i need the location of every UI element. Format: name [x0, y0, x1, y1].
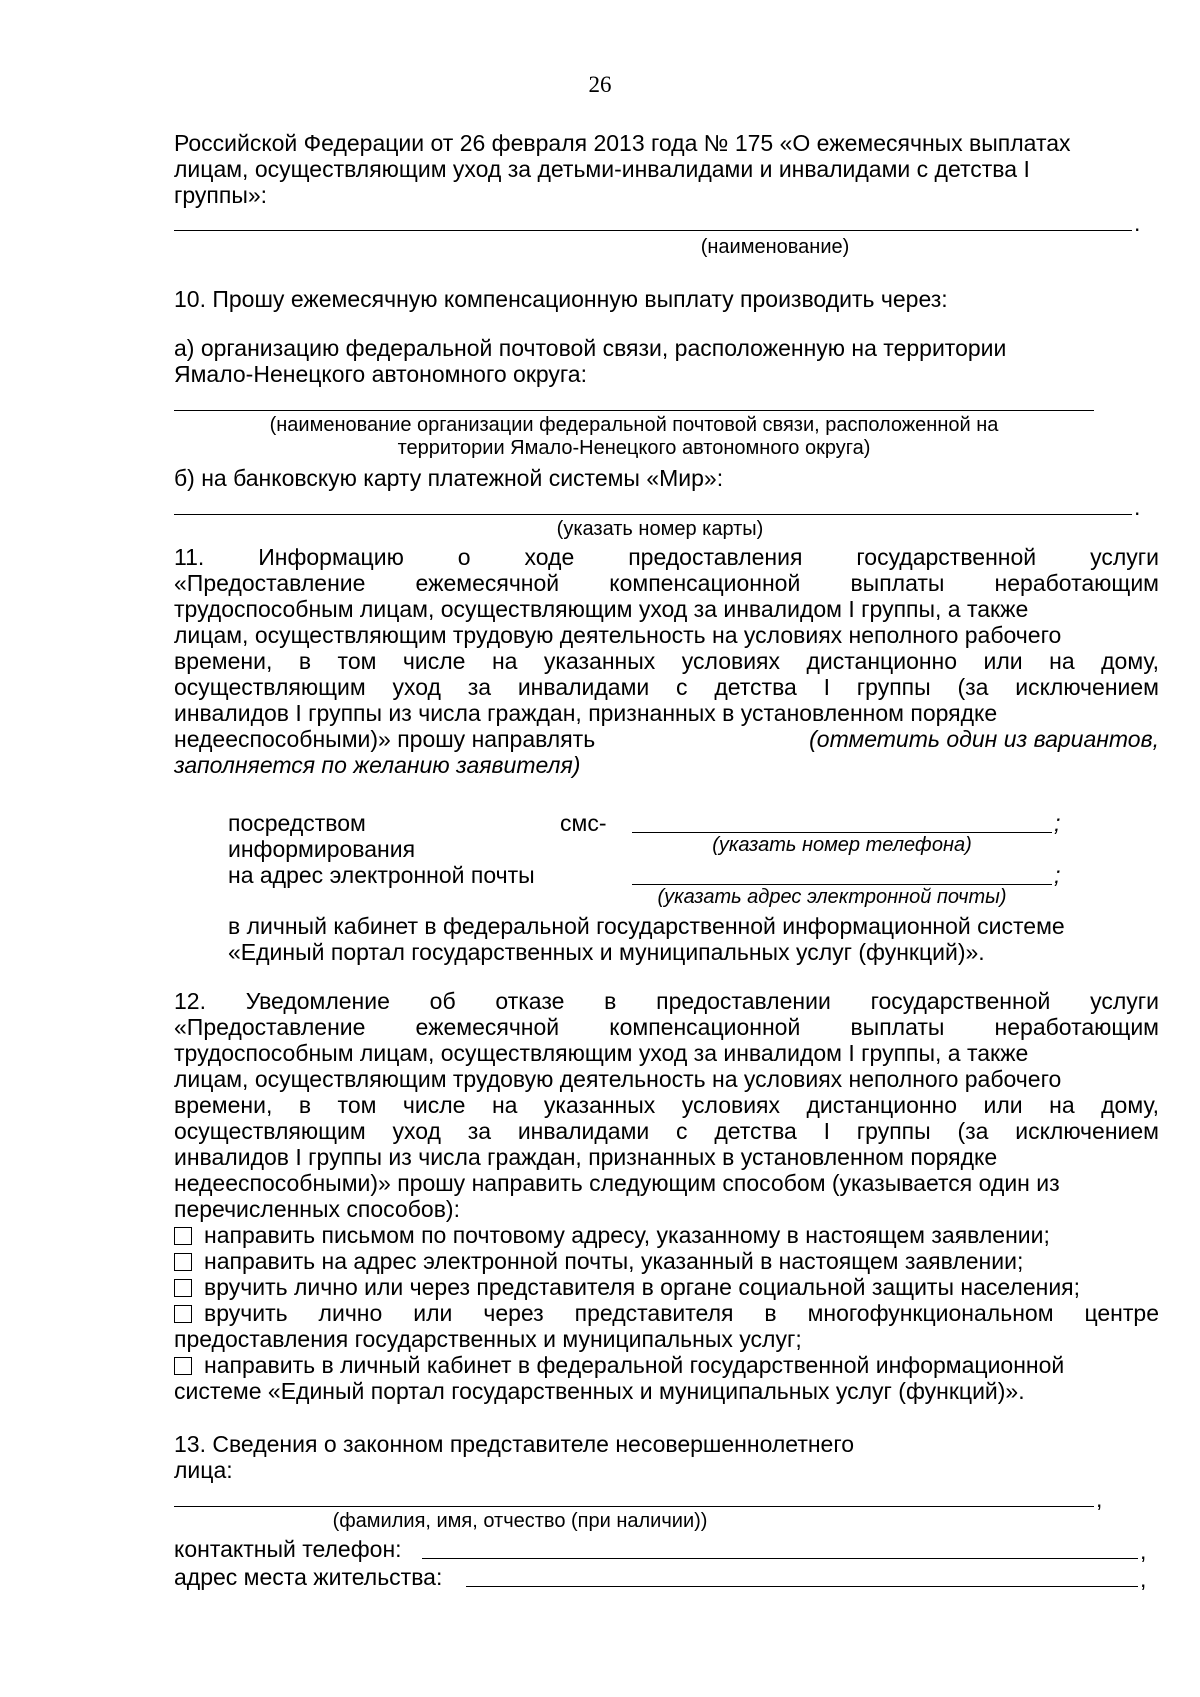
phone-end: ,	[1140, 1538, 1147, 1564]
item11-line: «Предоставление ежемесячной компенсационной выплаты неработающим	[174, 570, 1159, 596]
option-cabinet[interactable]	[174, 1352, 1159, 1378]
item11-last-italic: (отметить один из вариантов,	[809, 726, 1159, 752]
page-number: 26	[588, 72, 612, 97]
sms-label: посредством	[228, 810, 366, 836]
item11-text	[174, 544, 1159, 778]
address-end: ,	[1140, 1566, 1147, 1592]
intro-line: группы»:	[174, 182, 268, 208]
item11-line: лицам, осуществляющим трудовую деятельность на условиях неполного рабочего	[174, 622, 1062, 648]
item12-line: инвалидов I группы из числа граждан, признанных в установленном порядке	[174, 1144, 998, 1170]
item12-line: «Предоставление ежемесячной компенсационной выплаты неработающим	[174, 1014, 1159, 1040]
bank-card-field[interactable]	[174, 514, 1132, 515]
line-end-period: .	[1134, 494, 1141, 520]
item13-heading: 13. Сведения о законном представителе несовершеннолетнего	[174, 1431, 855, 1457]
item11-line: осуществляющим уход за инвалидами с детства I группы (за исключением	[174, 674, 1159, 700]
line-end-comma: ,	[1096, 1486, 1103, 1512]
item12-line: времени, в том числе на указанных условиях дистанционно или на дому,	[174, 1092, 1159, 1118]
representative-name-field[interactable]	[174, 1506, 1094, 1507]
phone-number-field[interactable]	[632, 832, 1052, 833]
option-social-protection-label: вручить лично или через представителя в органе социальной защиты населения;	[204, 1274, 1081, 1300]
option-postal[interactable]	[174, 1222, 1159, 1248]
intro-name-caption: (наименование)	[700, 236, 850, 258]
sms-end: ;	[1054, 810, 1061, 836]
item10-option-a: а) организацию федеральной почтовой связи, расположенную на территории	[174, 335, 1007, 361]
contact-phone-field[interactable]	[422, 1558, 1138, 1559]
sms-label-cont: информирования	[228, 836, 416, 862]
option-cabinet-label: направить в личный кабинет в федеральной государственной информационной	[204, 1352, 1065, 1378]
email-address-caption: (указать адрес электронной почты)	[657, 886, 1007, 908]
checkbox-email[interactable]	[174, 1253, 192, 1271]
postal-organization-field[interactable]	[174, 410, 1094, 411]
intro-text	[174, 130, 1159, 208]
option-mfc-cont: предоставления государственных и муниципальных услуг;	[174, 1326, 802, 1352]
item11-line: инвалидов I группы из числа граждан, признанных в установленном порядке	[174, 700, 998, 726]
checkbox-social-protection[interactable]	[174, 1279, 192, 1297]
item12-line: недееспособными)» прошу направить следующим способом (указывается один из	[174, 1170, 1060, 1196]
item12-line: осуществляющим уход за инвалидами с детства I группы (за исключением	[174, 1118, 1159, 1144]
item11-last-plain: недееспособными)» прошу направлять	[174, 726, 596, 752]
item11-last-line	[174, 726, 1159, 752]
cabinet-option-cont: «Единый портал государственных и муниципальных услуг (функций)».	[228, 939, 985, 965]
cabinet-option: в личный кабинет в федеральной государственной информационной системе	[228, 913, 1065, 939]
email-label: на адрес электронной почты	[228, 862, 535, 888]
item12-line: трудоспособным лицам, осуществляющим уход за инвалидом I группы, а также	[174, 1040, 1029, 1066]
item10-option-b: б) на банковскую карту платежной системы «Мир»:	[174, 465, 724, 491]
checkbox-cabinet[interactable]	[174, 1357, 192, 1375]
email-address-field[interactable]	[632, 884, 1052, 885]
item10-option-a-cont: Ямало-Ненецкого автономного округа:	[174, 361, 587, 387]
item12-line: 12. Уведомление об отказе в предоставлении государственной услуги	[174, 988, 1159, 1014]
postal-organization-caption-cont: территории Ямало-Ненецкого автономного округа)	[397, 437, 871, 459]
line-end-period: .	[1134, 210, 1141, 236]
representative-name-caption: (фамилия, имя, отчество (при наличии))	[332, 1510, 708, 1532]
option-mfc[interactable]	[174, 1300, 1159, 1326]
bank-card-caption: (указать номер карты)	[556, 518, 764, 540]
phone-number-caption: (указать номер телефона)	[712, 834, 972, 856]
intro-name-field[interactable]	[174, 230, 1132, 231]
item13-heading-cont: лица:	[174, 1457, 233, 1483]
item11-line: времени, в том числе на указанных условиях дистанционно или на дому,	[174, 648, 1159, 674]
option-mfc-label: вручить лично или через представителя в многофункциональном центре	[204, 1300, 1159, 1326]
item11-italic-line: заполняется по желанию заявителя)	[174, 752, 581, 778]
option-email-label: направить на адрес электронной почты, указанный в настоящем заявлении;	[204, 1248, 1024, 1274]
option-cabinet-cont: системе «Единый портал государственных и муниципальных услуг (функций)».	[174, 1378, 1025, 1404]
option-email[interactable]	[174, 1248, 1159, 1274]
item11-line: трудоспособным лицам, осуществляющим уход за инвалидом I группы, а также	[174, 596, 1029, 622]
item12-line: перечисленных способов):	[174, 1196, 460, 1222]
intro-line: Российской Федерации от 26 февраля 2013 года № 175 «О ежемесячных выплатах	[174, 130, 1071, 156]
sms-label-suffix: смс-	[560, 810, 607, 836]
phone-label: контактный телефон:	[174, 1536, 402, 1562]
intro-line: лицам, осуществляющим уход за детьми-инвалидами и инвалидами с детства I	[174, 156, 1030, 182]
item12-line: лицам, осуществляющим трудовую деятельность на условиях неполного рабочего	[174, 1066, 1062, 1092]
option-social-protection[interactable]	[174, 1274, 1159, 1300]
postal-organization-caption: (наименование организации федеральной почтовой связи, расположенной на	[269, 414, 999, 436]
address-label: адрес места жительства:	[174, 1564, 443, 1590]
checkbox-postal[interactable]	[174, 1227, 192, 1245]
option-postal-label: направить письмом по почтовому адресу, указанному в настоящем заявлении;	[204, 1222, 1050, 1248]
item11-line: 11. Информацию о ходе предоставления государственной услуги	[174, 544, 1159, 570]
residence-address-field[interactable]	[466, 1586, 1138, 1587]
email-end: ;	[1054, 862, 1061, 888]
item12-text	[174, 988, 1159, 1404]
item10-heading: 10. Прошу ежемесячную компенсационную выплату производить через:	[174, 286, 948, 312]
checkbox-mfc[interactable]	[174, 1305, 192, 1323]
